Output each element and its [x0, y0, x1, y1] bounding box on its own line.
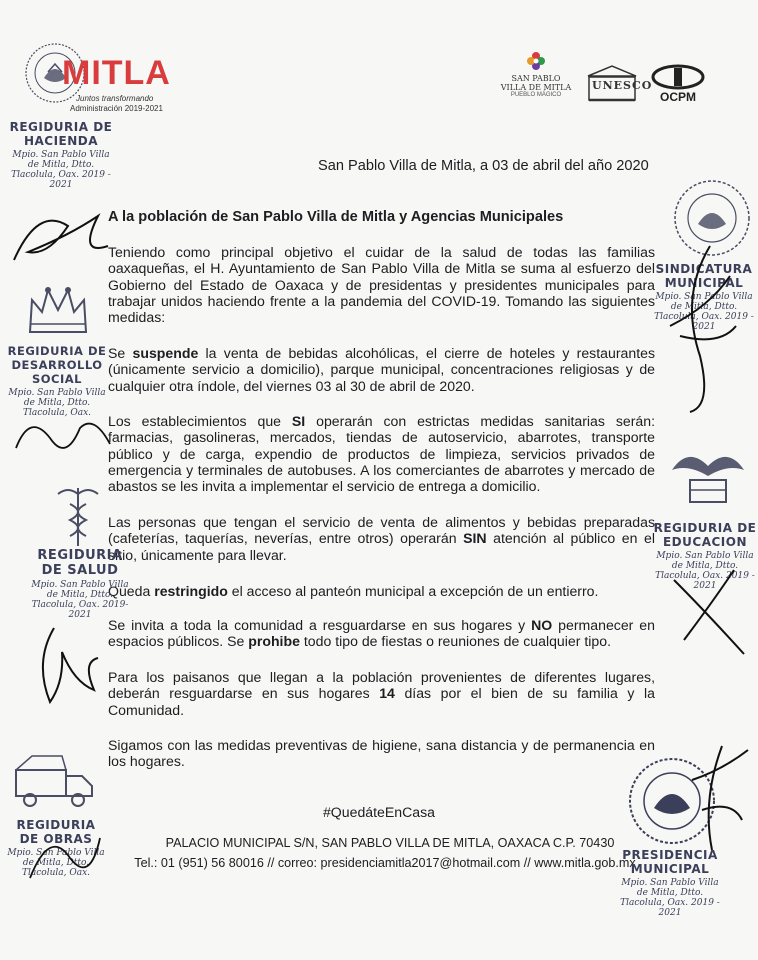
- emphasis: restringido: [154, 583, 228, 599]
- paragraph-panteon: [108, 583, 655, 599]
- ocpm-icon: [651, 64, 705, 90]
- signature-sindicatura: [640, 236, 740, 416]
- emphasis: NO: [531, 617, 553, 633]
- text: todo tipo de fiestas o reuniones de cualquier tipo.: [299, 633, 611, 650]
- signature-salud: [24, 622, 104, 712]
- text: atención al público en el sitio, únicamente para llevar.: [108, 530, 655, 563]
- ocpm-text: OCPM: [660, 90, 696, 104]
- signature-educacion: [664, 560, 754, 660]
- letter-heading: A la población de San Pablo Villa de Mitla y Agencias Municipales: [108, 209, 564, 225]
- stamp-title: SINDICATURA: [655, 262, 753, 276]
- text: operarán con estrictas medidas sanitarias serán: farmacias, gasolineras, mercados, tiendas de autoservicio, abarrotes, transporte público y de carga, expendio de productos de limpieza, servicios privados de emergencia y terminales de autobuses. A los comerciantes de abarrotes y mercado de abastos se les invita a implementar el servicio de entrega a domicilio.: [108, 413, 655, 495]
- paragraph-closing: Sigamos con las medidas preventivas de higiene, sana distancia y de permanencia en los hogares.: [108, 737, 655, 770]
- paragraph-intro: Teniendo como principal objetivo el cuidar de la salud de todas las familias oaxaqueñas, el H. Ayuntamiento de San Pablo Villa de Mitla se suma al esfuerzo del Gobierno del Estado de Oaxaca y de presidentas y presidentes municipales para trabajar unidos haciendo frente a la pandemia del COVID-19. Tomando las siguientes medidas:: [108, 244, 655, 326]
- stamp-title: REGIDURIA DE: [653, 521, 757, 535]
- logo-admin: Administración 2019-2021: [70, 104, 163, 113]
- emphasis: SIN: [463, 530, 487, 547]
- signature-hacienda: [8, 196, 118, 276]
- footer-address: PALACIO MUNICIPAL S/N, SAN PABLO VILLA DE MITLA, OAXACA C.P. 70430: [165, 836, 615, 850]
- stamp-title: HACIENDA: [23, 134, 99, 148]
- stamp-sub: Mpio. San Pablo Villa de Mitla, Dtto. Tlacolula, Oax. 2019 - 2021: [654, 292, 754, 332]
- emphasis: SI: [291, 413, 306, 429]
- stamp-sub: Mpio. San Pablo Villa de Mitla, Dtto. Tlacolula, Oax.: [8, 388, 106, 418]
- stamp-sub: Mpio. San Pablo Villa de Mitla, Dtto. Tlacolula, Oax. 2019-2021: [31, 580, 129, 620]
- stamp-sub: Mpio. San Pablo Villa de Mitla, Dtto. Tlacolula, Oax. 2019 - 2021: [11, 150, 111, 190]
- stamp-title: SOCIAL: [31, 372, 82, 386]
- stamp-title: DE OBRAS: [19, 832, 93, 846]
- stamp-sub: Mpio. San Pablo Villa de Mitla, Dtto. Tlacolula, Oax. 2019 - 2021: [620, 878, 720, 918]
- caduceus-icon: [56, 484, 100, 553]
- footer-contact: Tel.: 01 (951) 56 80016 // correo: presidenciamitla2017@hotmail.com // www.mitla.gob.mx: [134, 856, 636, 870]
- stamp-title: EDUCACION: [662, 535, 747, 549]
- stamp-title: REGIDURIA DE: [9, 120, 113, 134]
- stamp-regiduria-desarrollo: [4, 344, 110, 418]
- stamp-regiduria-hacienda: [6, 120, 116, 190]
- text: Las personas que tengan el servicio de venta de alimentos y bebidas preparadas (cafeterías, taquerías, neverías, entre otros) operarán: [108, 514, 655, 547]
- truck-icon: [12, 752, 98, 813]
- stamp-title: MUNICIPAL: [664, 276, 744, 290]
- signature-presidencia: [662, 740, 752, 860]
- hashtag: #QuedáteEnCasa: [322, 804, 436, 820]
- signature-desarrollo: [10, 408, 120, 464]
- text: Para los paisanos que llegan a la población provenientes de diferentes lugares, deberán resguardarse en sus hogares: [108, 669, 655, 702]
- text: días por el bien de su familia y la Comunidad.: [108, 685, 655, 718]
- logo-line3: PUEBLO MÁGICO: [510, 92, 562, 98]
- stamp-regiduria-salud: [30, 548, 130, 620]
- eagle-icon: [668, 440, 748, 515]
- logo-slogan: Juntos transformando: [76, 94, 154, 103]
- emphasis: prohibe: [248, 633, 300, 650]
- text: Se invita a toda la comunidad a resguardarse en sus hogares y: [108, 617, 532, 633]
- stamp-title: PRESIDENCIA: [622, 848, 718, 862]
- san-pablo-logo: [494, 50, 578, 106]
- stamp-title: REGIDURIA DE: [7, 344, 107, 358]
- text: el acceso al panteón municipal a excepción de un entierro.: [227, 583, 599, 599]
- paragraph-establecimientos: [108, 413, 655, 494]
- logo-word: MITLA: [62, 54, 171, 92]
- flower-icon: [525, 50, 547, 72]
- stamp-title: MUNICIPAL: [630, 862, 710, 876]
- text: Se: [108, 345, 133, 361]
- text: la venta de bebidas alcohólicas, el cierre de hoteles y restaurantes (únicamente servicio a domicilio), parque municipal, concentraciones religiosas y de cualquier otra índole, del viernes 03 al 30 de abril de 2020.: [108, 345, 655, 394]
- paragraph-suspende: [108, 345, 655, 394]
- text: Los establecimientos que: [108, 413, 292, 429]
- unesco-logo: [586, 64, 653, 104]
- mitla-logo: [18, 38, 188, 116]
- stamp-sub: Mpio. San Pablo Villa de Mitla, Dtto. Tlacolula, Oax. 2019 - 2021: [655, 551, 755, 591]
- emphasis: 14: [379, 685, 395, 702]
- text: Queda: [108, 583, 155, 599]
- stamp-title: REGIDURIA: [16, 818, 96, 832]
- paragraph-alimentos: [108, 514, 655, 563]
- stamp-title: REGIDURIA: [37, 548, 123, 563]
- signature-obras: [20, 818, 110, 888]
- paragraph-resguardo: [108, 617, 655, 650]
- logo-line1: SAN PABLO: [511, 74, 561, 83]
- stamp-sub: Mpio. San Pablo Villa de Mitla, Dtto. Tlacolula, Oax.: [7, 848, 105, 878]
- emphasis: suspende: [132, 345, 199, 361]
- logo-line2: VILLA DE MITLA: [500, 83, 572, 92]
- stamp-title: DESARROLLO: [11, 358, 103, 372]
- date-line: San Pablo Villa de Mitla, a 03 de abril del año 2020: [318, 158, 649, 174]
- unesco-text: UNESCO: [592, 79, 653, 92]
- paragraph-paisanos: [108, 669, 655, 718]
- crown-icon: [26, 282, 90, 347]
- stamp-title: DE SALUD: [41, 563, 119, 578]
- text: permanecer en espacios públicos. Se: [108, 617, 655, 650]
- ocpm-logo: [648, 64, 708, 108]
